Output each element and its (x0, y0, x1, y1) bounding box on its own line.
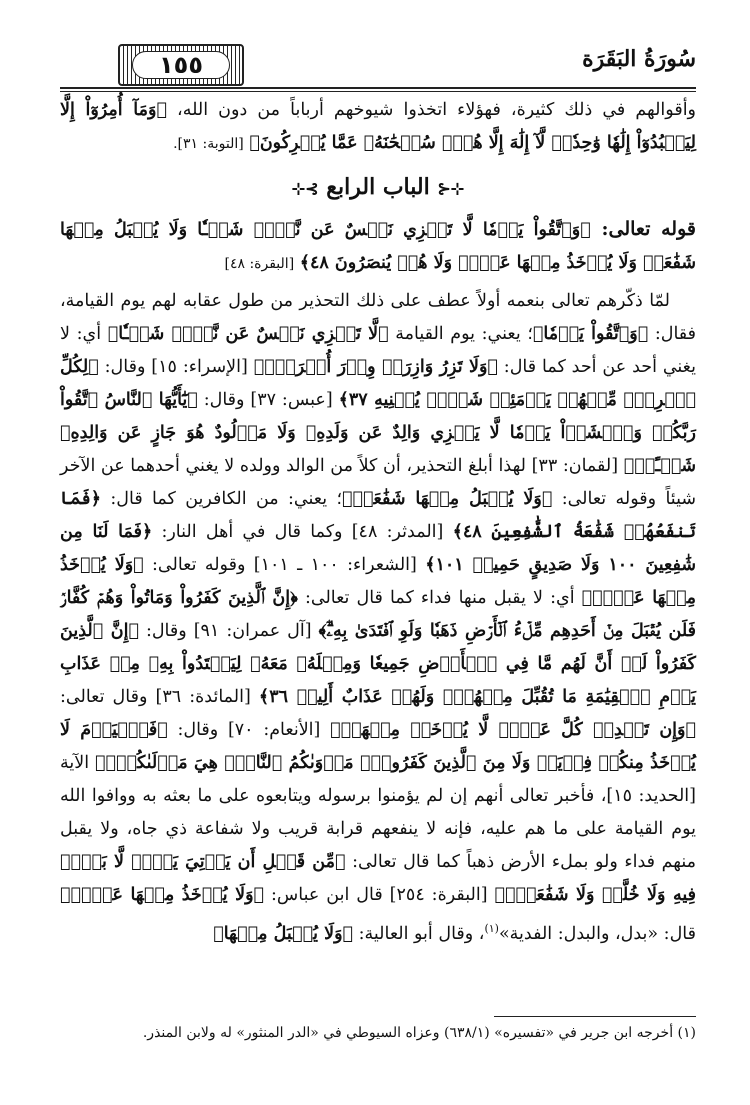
quran-quote: ﴿فَٱلۡيَوۡمَ لَا يُؤۡخَذُ مِنكُمۡ فِدۡيَةٞ وَلَا مِنَ ٱلَّذِينَ كَفَرُواْۚ مَأۡوَىٰكُمُ ٱلنَّارُۖ هِيَ مَوۡلَىٰكُمۡۖ﴾ (60, 720, 696, 773)
text-run: ؛ يعني: من الكافرين كما قال: (101, 489, 343, 509)
quran-quote: ﴿وَٱتَّقُواْ يَوۡمٗا﴾ (532, 324, 649, 344)
quran-quote: ﴿يَٰٓأَيُّهَا ٱلنَّاسُ ٱتَّقُواْ رَبَّكُمۡ وَٱخۡشَوۡاْ يَوۡمٗا لَّا يَجۡزِي وَالِدٌ عَن وَلَدِهِۦ وَلَا مَوۡلُودٌ هُوَ جَازٍ عَن وَالِدِهِۦ شَيۡـًٔاۚ﴾ (60, 390, 696, 476)
quran-quote: ﴿لِكُلِّ ٱمۡرِيٕٖ مِّنۡهُمۡ يَوۡمَئِذٖ شَأۡنٞ يُغۡنِيهِ ٣٧﴾ (60, 357, 696, 410)
footnote-marker[interactable]: (١) (484, 922, 499, 935)
text-run: أي: لا يغني أحد عن أحد كما قال: (60, 324, 696, 377)
text-run: [آل عمران: ٩١] وقال: (138, 621, 319, 641)
chapter-heading (60, 169, 696, 207)
text-run: [الإسراء: ١٥] وقال: (98, 357, 254, 377)
text-run: [المدثر: ٤٨] وكما قال في أهل النار: (152, 522, 453, 542)
quran-quote: ﴿وَإِن تَعۡدِلۡ كُلَّ عَدۡلٖ لَّا يُؤۡخَذۡ مِنۡهَآۗ﴾ (330, 720, 696, 740)
text-run: الآية [الحديد: ١٥]، فأخبر تعالى أنهم إن لم يؤمنوا برسوله ويتابعوه على ما بعثه به ووافوا الله يوم القيامة على ما هم عليه، فإنه لا ينفعهم قرابة قريب ولا شفاعة ذي جاه، ولا يقبل منهم فداء ولو بملء الأرض ذهباً كما قال تعالى: (60, 753, 696, 872)
text-run: أي: لا يقبل منها فداء كما قال تعالى: (297, 588, 582, 608)
footnote-rule (494, 1016, 696, 1017)
chapter-title: الباب الرابع (326, 174, 430, 200)
text-run: قال: «بدل، والبدل: الفدية» (498, 923, 696, 944)
paragraph-intro (60, 94, 696, 161)
quran-quote: ﴿فَمَا لَنَا مِن شَٰفِعِينَ ١٠٠ وَلَا صَدِيقٍ حَمِيمٖ ١٠١﴾ (60, 522, 696, 575)
quran-quote: ﴿وَلَا يُؤۡخَذُ مِنۡهَا عَدۡلٞ﴾ (60, 885, 265, 905)
verse-lead: قوله تعالى: (590, 218, 696, 240)
main-text (60, 94, 696, 951)
header-rule-thin (60, 91, 696, 92)
quran-quote: ﴿فَمَا تَنفَعُهُمۡ شَفَٰعَةُ ٱلشَّٰفِعِينَ ٤٨﴾ (60, 489, 697, 542)
text-run: لمّا ذكّرهم تعالى بنعمه أولاً عطف على ذلك التحذير من طول عقابه لهم يوم القيامة، فقال: (60, 291, 697, 344)
quran-quote: ﴿إِنَّ ٱلَّذِينَ كَفَرُواْ لَوۡ أَنَّ لَهُم مَّا فِي ٱلۡأَرۡضِ جَمِيعٗا وَمِثۡلَهُۥ مَعَهُۥ لِيَفۡتَدُواْ بِهِۦ مِنۡ عَذَابِ يَوۡمِ ٱلۡقِيَٰمَةِ مَا تُقُبِّلَ مِنۡهُمۡۖ وَلَهُمۡ عَذَابٌ أَلِيمٞ ٣٦﴾ (60, 621, 697, 707)
header-rule (60, 87, 696, 89)
page-number-frame (118, 44, 244, 86)
text-run: [المائدة: ٣٦] وقال تعالى: (60, 687, 259, 707)
text-run: ، وقال أبو العالية: (353, 923, 485, 944)
text-run: [الشعراء: ١٠٠ ـ ١٠١] وقوله تعالى: (143, 555, 426, 575)
quran-quote: ﴿وَلَا تَزِرُ وَازِرَةٞ وِزۡرَ أُخۡرَىٰۚ﴾ (253, 357, 498, 377)
quran-quote: ﴿إِنَّ ٱلَّذِينَ كَفَرُواْ وَمَاتُواْ وَهُمۡ كُفَّارٞ فَلَن يُقۡبَلَ مِنۡ أَحَدِهِم مِّلۡءُ ٱلۡأَرۡضِ ذَهَبٗا وَلَوِ ٱفۡتَدَىٰ بِهِۦٓۗ﴾ (60, 588, 696, 641)
text-run: وأقوالهم في ذلك كثيرة، فهؤلاء اتخذوا شيوخهم أرباباً من دون الله، (166, 100, 697, 120)
text-run: [الأنعام: ٧٠] وقال: (167, 720, 331, 740)
quran-quote: ﴿لَّا تَجۡزِي نَفۡسٌ عَن نَّفۡسٖ شَيۡـٔٗا﴾ (107, 324, 389, 344)
quran-quote: ﴿وَلَا يُؤۡخَذُ مِنۡهَا عَدۡلٞ﴾ (60, 555, 696, 608)
verse-reference: [البقرة: ٤٨] (224, 256, 295, 272)
page-header (60, 40, 696, 92)
verse-block (60, 213, 696, 281)
quran-quote: ﴿مِّن قَبۡلِ أَن يَأۡتِيَ يَوۡمٞ لَّا بَيۡعٞ فِيهِ وَلَا خُلَّةٞ وَلَا شَفَٰعَةٞۗ﴾ (60, 852, 696, 905)
verse-reference: [التوبة: ٣١]. (173, 136, 244, 152)
paragraph-commentary (60, 285, 696, 951)
footnote: (١) أخرجه ابن جرير في «تفسيره» (٦٣٨/١) وعزاه السيوطي في «الدر المنثور» له ولابن المنذر. (142, 1025, 696, 1041)
text-run: [عبس: ٣٧] وقال: (197, 390, 339, 410)
quran-quote: ﴿وَلَا يُقۡبَلُ مِنۡهَا شَفَٰعَةٞ﴾ (342, 489, 553, 509)
verse-text: ﴿وَٱتَّقُواْ يَوۡمٗا لَّا تَجۡزِي نَفۡسٌ عَن نَّفۡسٖ شَيۡـٔٗا وَلَا يُقۡبَلُ مِنۡهَا شَفَٰعَةٞ وَلَا يُؤۡخَذُ مِنۡهَا عَدۡلٞ وَلَا هُمۡ يُنصَرُونَ ٤٨﴾ (60, 220, 696, 273)
ornament-icon: ⊹⊰ (437, 179, 465, 198)
text-run: [لقمان: ٣٣] لهذا أبلغ التحذير، أن كلاً من الوالد وولده لا يغني أحدهما عن الآخر شيئاً وقوله تعالى: (60, 456, 697, 509)
quran-quote: ﴿وَمَآ أُمِرُوٓاْ إِلَّا لِيَعۡبُدُوٓاْ إِلَٰهٗا وَٰحِدٗاۖ لَّآ إِلَٰهَ إِلَّا هُوَۚ سُبۡحَٰنَهُۥ عَمَّا يُشۡرِكُونَ﴾ (60, 100, 696, 153)
ornament-icon: ⊱⊹ (291, 179, 319, 198)
text-run: [البقرة: ٢٥٤] قال ابن عباس: (264, 885, 495, 905)
text-run: ؛ يعني: يوم القيامة (388, 324, 533, 344)
page-number: ١٥٥ (132, 51, 230, 79)
surah-title: سُورَةُ البَقَرَة (582, 46, 696, 72)
quran-quote: ﴿وَلَا يُقۡبَلُ مِنۡهَا﴾ (213, 923, 354, 944)
